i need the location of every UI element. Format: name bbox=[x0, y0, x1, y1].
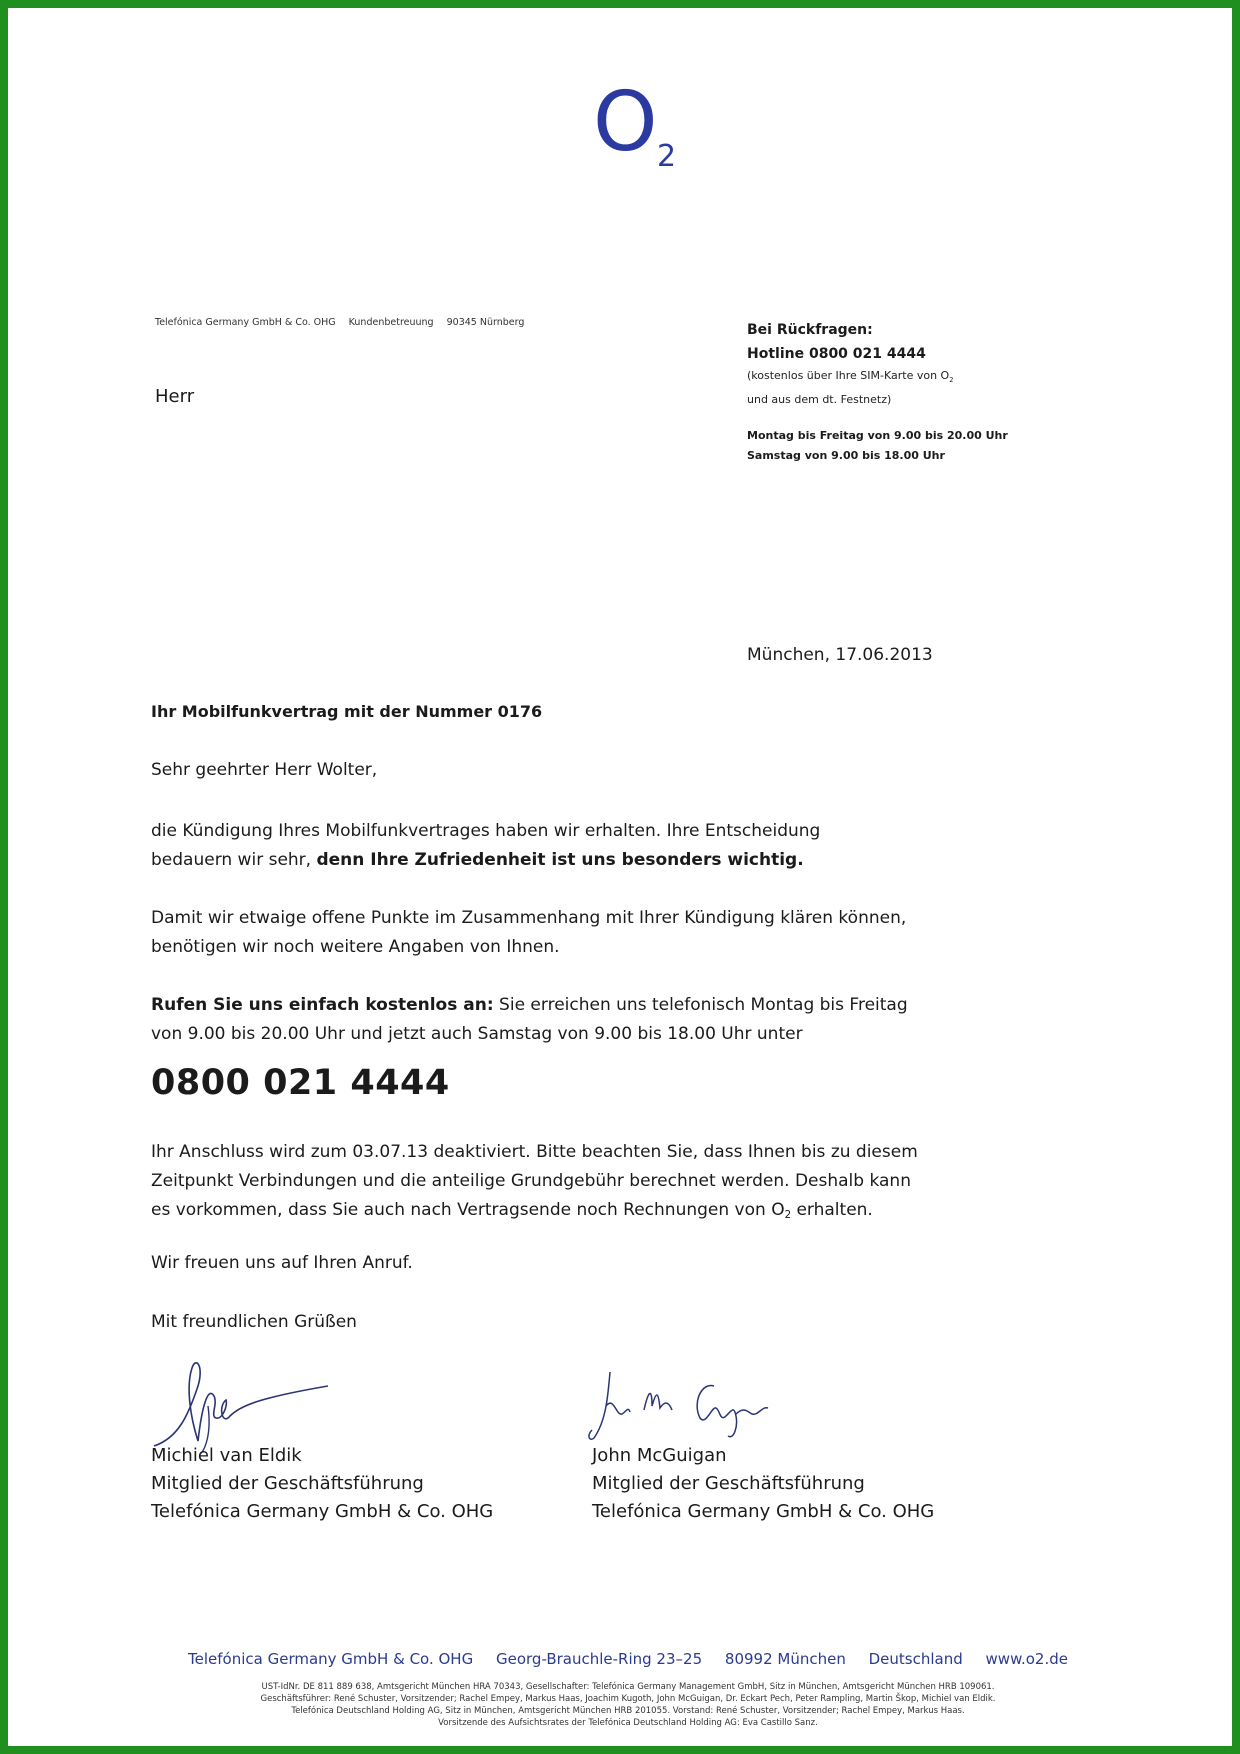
o2-logo bbox=[591, 68, 701, 178]
closing-regards: Mit freundlichen Grüßen bbox=[151, 1312, 357, 1332]
sender-city: 90345 Nürnberg bbox=[446, 317, 525, 328]
closing-sentence: Wir freuen uns auf Ihren Anruf. bbox=[151, 1253, 413, 1273]
footer-address bbox=[8, 1650, 1240, 1668]
signer-2-name: John McGuigan bbox=[592, 1445, 727, 1466]
paragraph-2: Damit wir etwaige offene Punkte im Zusammenhang mit Ihrer Kündigung klären können, benötigen wir noch weitere Angaben von Ihnen. bbox=[151, 908, 907, 957]
sender-department: Kundenbetreuung bbox=[348, 317, 434, 328]
logo-subscript: 2 bbox=[657, 139, 677, 174]
letter-date: München, 17.06.2013 bbox=[747, 645, 933, 665]
hours-saturday: Samstag von 9.00 bis 18.00 Uhr bbox=[747, 449, 945, 462]
signer-2-role: Mitglied der Geschäftsführung bbox=[592, 1473, 865, 1494]
signer-1 bbox=[151, 1442, 493, 1526]
hours-weekdays: Montag bis Freitag von 9.00 bis 20.00 Uhr bbox=[747, 429, 1008, 442]
contact-note-line2: und aus dem dt. Festnetz) bbox=[747, 393, 892, 406]
signature-2 bbox=[586, 1366, 786, 1446]
footer-web-link[interactable]: www.o2.de bbox=[985, 1650, 1068, 1668]
signer-2 bbox=[592, 1442, 934, 1526]
contact-info bbox=[747, 318, 1047, 466]
footer-street: Georg-Brauchle-Ring 23–25 bbox=[496, 1650, 703, 1668]
logo-letter: O bbox=[593, 75, 658, 170]
signer-1-name: Michiel van Eldik bbox=[151, 1445, 302, 1466]
signer-2-company: Telefónica Germany GmbH & Co. OHG bbox=[592, 1501, 935, 1522]
letter-greeting: Sehr geehrter Herr Wolter, bbox=[151, 760, 378, 780]
sender-return-address bbox=[155, 317, 534, 328]
sender-company: Telefónica Germany GmbH & Co. OHG bbox=[155, 317, 336, 328]
contact-heading: Bei Rückfragen: bbox=[747, 322, 873, 338]
footer-company: Telefónica Germany GmbH & Co. OHG bbox=[188, 1650, 474, 1668]
footer-city: 80992 München bbox=[724, 1650, 846, 1668]
paragraph-3: Rufen Sie uns einfach kostenlos an: Sie erreichen uns telefonisch Montag bis Freitag von 9.00 bis 20.00 Uhr und jetzt auch Samstag von 9.00 bis 18.00 Uhr unter bbox=[151, 995, 908, 1044]
signer-1-company: Telefónica Germany GmbH & Co. OHG bbox=[151, 1501, 494, 1522]
signer-1-role: Mitglied der Geschäftsführung bbox=[151, 1473, 424, 1494]
footer-country: Deutschland bbox=[868, 1650, 963, 1668]
paragraph-1: die Kündigung Ihres Mobilfunkvertrages haben wir erhalten. Ihre Entscheidung bedauern wir sehr, denn Ihre Zufriedenheit ist uns besonders wichtig. bbox=[151, 821, 821, 870]
paragraph-4: Ihr Anschluss wird zum 03.07.13 deaktiviert. Bitte beachten Sie, dass Ihnen bis zu diesem Zeitpunkt Verbindungen und die anteilige Grundgebühr berechnet werden. Deshalb kann es vorkommen, dass Sie auch nach Vertragsende noch Rechnungen von $O_2$ erhalten. bbox=[151, 1142, 918, 1221]
hotline-number: 0800 021 4444 bbox=[151, 1063, 450, 1103]
letter-subject: Ihr Mobilfunkvertrag mit der Nummer 0176 bbox=[151, 702, 543, 721]
contact-note-line1: (kostenlos über Ihre SIM-Karte von $O_2$ bbox=[747, 369, 954, 384]
contact-hours bbox=[747, 426, 1047, 466]
contact-hotline: Hotline 0800 021 4444 bbox=[747, 346, 926, 362]
signature-1 bbox=[148, 1346, 328, 1456]
footer-legal-text: UST-IdNr. DE 811 889 638, Amtsgericht München HRA 70343, Gesellschafter: Telefónica Germany Management GmbH, Sitz in München, Amtsgericht München HRB 109061. Geschäftsführer: René Schuster, Vorsitzender; Rachel Empey, Markus Haas, Joachim Kugoth, John McGuigan, Dr. Eckart Pech, Peter Rampling, Martin Škop, Michiel van Eldik. Telefónica Deutschland Holding AG, Sitz in München, Amtsgericht München HRB 201055. Vorstand: René Schuster, Vorsitzender; Rachel Empey, Markus Haas. Vorsitzende des Aufsichtsrates der Telefónica Deutschland Holding AG: Eva Castillo Sanz. bbox=[260, 1682, 996, 1728]
recipient-salutation: Herr bbox=[155, 386, 195, 407]
